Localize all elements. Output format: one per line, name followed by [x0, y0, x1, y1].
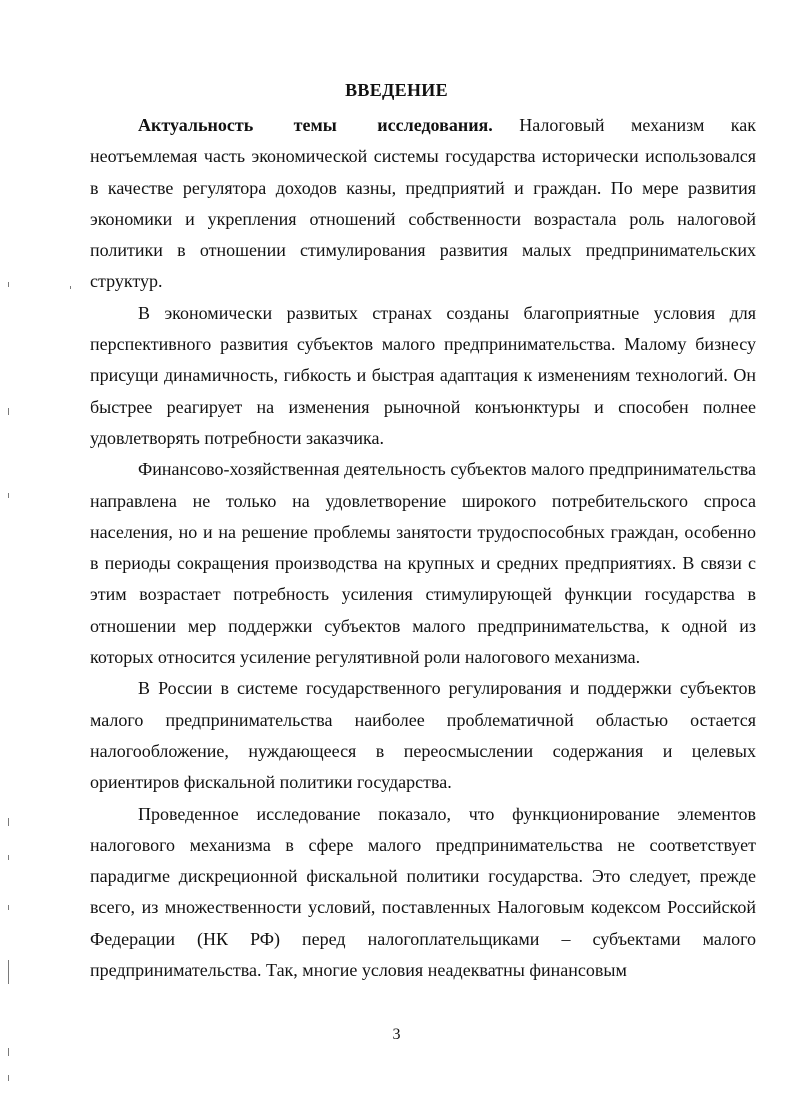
- scan-artifact: [8, 818, 9, 826]
- paragraph-relevance: [90, 110, 756, 298]
- paragraph-lead: Актуальность темы исследования.: [138, 115, 493, 135]
- page-title: ВВЕДЕНИЕ: [345, 80, 448, 100]
- paragraph-developed-countries: В экономически развитых странах созданы благоприятные условия для перспективного развития субъектов малого предпринимательства. Малому бизнесу присущи динамичность, гибкость и быстрая адаптация к изменениям технологий. Он быстрее реагирует на изменения рыночной конъюнктуры и способен полнее удовлетворять потребности заказчика.: [90, 302, 756, 448]
- paragraph-text: Налоговый механизм как неотъемлемая часть экономической системы государства исторически использовался в качестве регулятора доходов казны, предприятий и граждан. По мере развития экономики и укрепления отношений собственности возрастала роль налоговой политики в отношении стимулирования развития малых предпринимательских структур.: [90, 115, 757, 292]
- scan-artifact: [8, 855, 9, 860]
- scan-artifact: [8, 905, 9, 910]
- scan-artifact: [70, 286, 71, 289]
- paragraph-research-findings: Проведенное исследование показало, что функционирование элементов налогового механизма в сфере малого предпринимательства не соответствует парадигме дискреционной фискальной политики государства. Это следует, прежде всего, из множественности условий, поставленных Налоговым кодексом Российской Федерации (НК РФ) перед налогоплательщиками – субъектами малого предпринимательства. Так, многие условия неадекватны финансовым: [90, 803, 756, 981]
- body-text: [90, 110, 756, 986]
- scan-artifact: [8, 960, 9, 984]
- scan-artifact: [8, 493, 9, 498]
- paragraph-financial-activity: Финансово-хозяйственная деятельность субъектов малого предпринимательства направлена не только на удовлетворение широкого потребительского спроса населения, но и на решение проблемы занятости трудоспособных граждан, особенно в периоды сокращения производства на крупных и средних предприятиях. В связи с этим возрастает потребность усиления стимулирующей функции государства в отношении мер поддержки субъектов малого предпринимательства, к одной из которых относится усиление регулятивной роли налогового механизма.: [90, 459, 756, 668]
- paragraph-russia: В России в системе государственного регулирования и поддержки субъектов малого предпринимательства наиболее проблематичной областью остается налогообложение, нуждающееся в переосмыслении содержания и целевых ориентиров фискальной политики государства.: [90, 678, 756, 793]
- scan-artifact: [8, 1048, 9, 1056]
- scan-artifact: [8, 408, 9, 415]
- scan-artifact: [8, 282, 9, 287]
- page-number: 3: [392, 1026, 401, 1043]
- scan-artifact: [8, 1075, 9, 1081]
